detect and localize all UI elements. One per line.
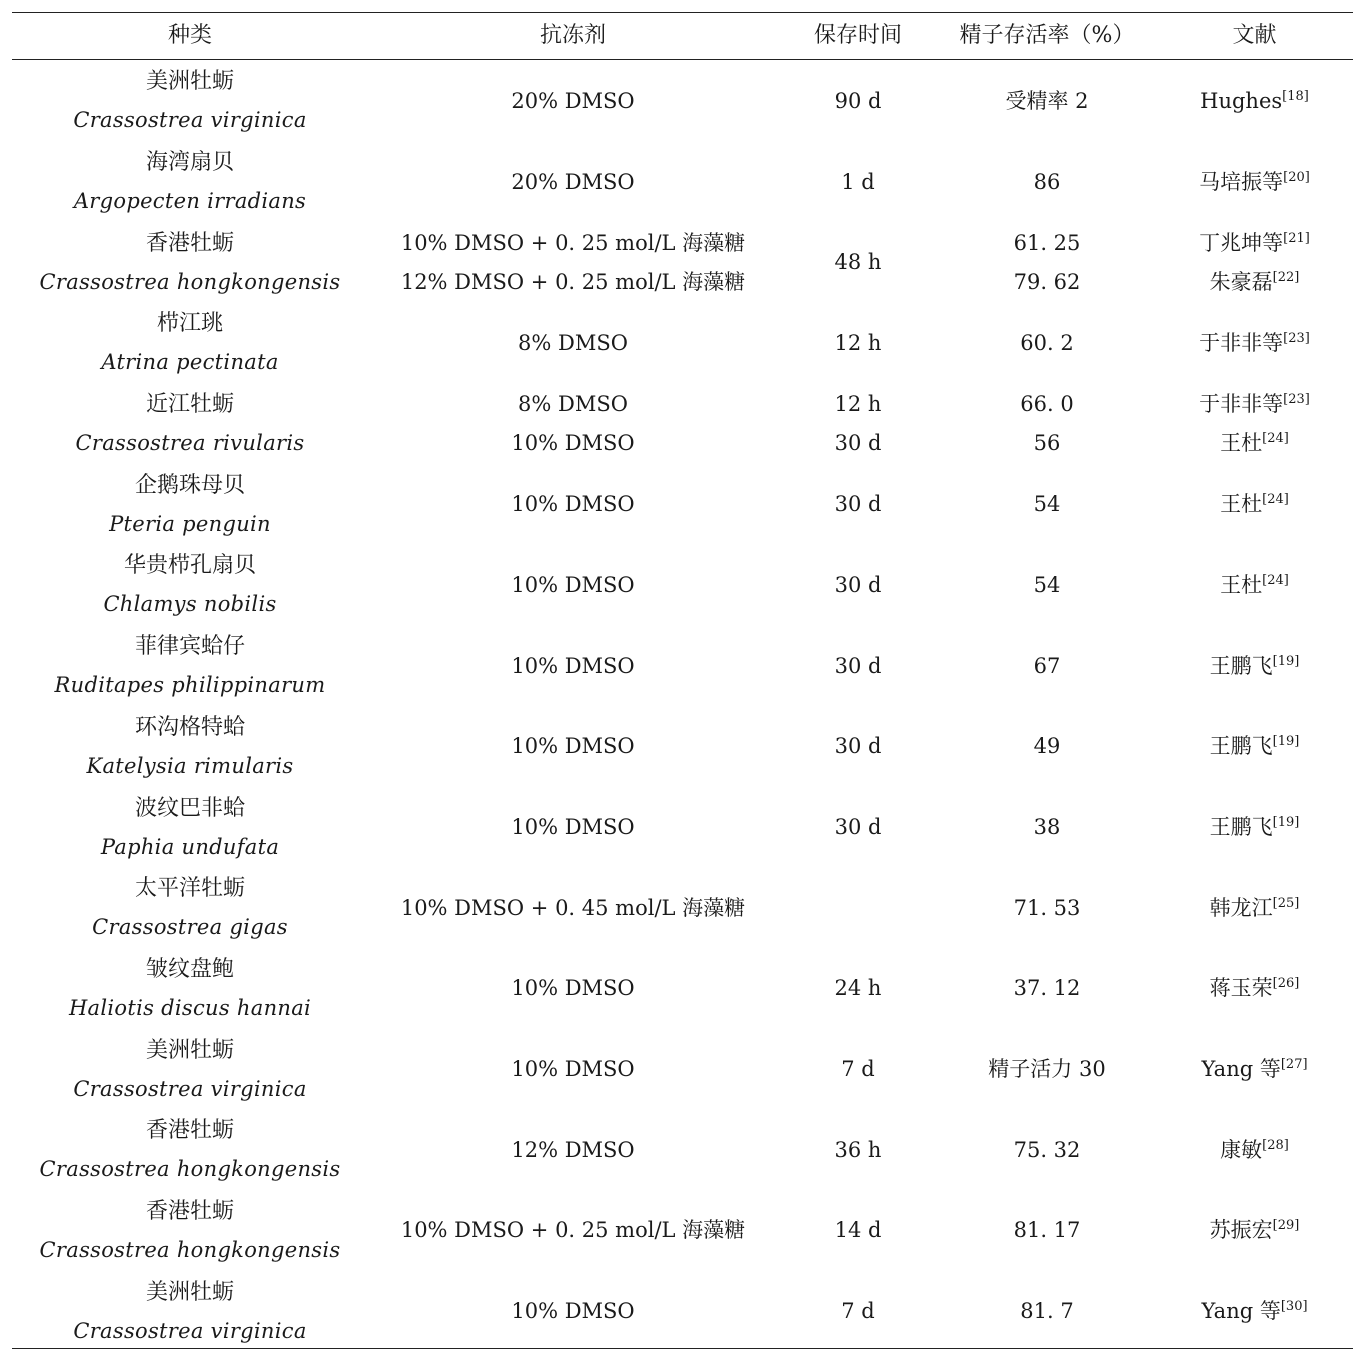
reference-citation: [19] bbox=[1272, 653, 1300, 669]
cryoprotectant-cell bbox=[368, 1191, 778, 1272]
survival-rate-cell bbox=[938, 949, 1156, 1030]
survival-rate-value: 54 bbox=[1033, 492, 1061, 517]
reference-name: 于非非等 bbox=[1199, 330, 1284, 355]
reference-value bbox=[1210, 1211, 1300, 1250]
reference-citation: [24] bbox=[1262, 431, 1289, 447]
species-latin-name: Crassostrea gigas bbox=[92, 915, 288, 940]
species-cell bbox=[12, 1191, 368, 1272]
reference-cell bbox=[1156, 868, 1353, 949]
cryoprotectant-cell bbox=[368, 384, 778, 465]
species-latin-name: Crassostrea hongkongensis bbox=[39, 1157, 341, 1182]
species-latin-name: Pteria penguin bbox=[109, 511, 271, 536]
table-row bbox=[0, 1110, 1353, 1191]
cryoprotectant-cell bbox=[368, 464, 778, 545]
survival-rate-value: 受精率 2 bbox=[1005, 88, 1089, 113]
reference-value bbox=[1220, 566, 1289, 605]
cryoprotectant-cell bbox=[368, 142, 778, 223]
cryoprotectant-value: 20% DMSO bbox=[511, 88, 635, 113]
species-cell bbox=[12, 868, 368, 949]
species-latin-name: Atrina pectinata bbox=[101, 350, 279, 375]
species-chinese-name: 太平洋牡蛎 bbox=[134, 876, 245, 902]
survival-rate-value: 79. 62 bbox=[1013, 269, 1081, 294]
reference-cell bbox=[1156, 707, 1353, 788]
species-latin-name: Crassostrea hongkongensis bbox=[39, 1237, 341, 1262]
reference-citation: [29] bbox=[1272, 1218, 1300, 1234]
reference-citation: [18] bbox=[1282, 88, 1309, 104]
table-row bbox=[0, 142, 1353, 223]
storage-time-value: 30 d bbox=[834, 653, 882, 678]
reference-name: 朱豪磊 bbox=[1209, 269, 1273, 294]
species-chinese-name: 皱纹盘鲍 bbox=[145, 956, 234, 982]
reference-value bbox=[1210, 727, 1300, 766]
species-chinese-name: 波纹巴非蛤 bbox=[134, 795, 245, 821]
survival-rate-cell bbox=[938, 707, 1156, 788]
survival-rate-cell bbox=[938, 1029, 1156, 1110]
storage-time-cell bbox=[778, 545, 938, 626]
survival-rate-cell bbox=[938, 626, 1156, 707]
survival-rate-cell bbox=[938, 1191, 1156, 1272]
table-row bbox=[0, 464, 1353, 545]
reference-value bbox=[1220, 424, 1289, 463]
storage-time-value: 30 d bbox=[834, 815, 882, 840]
species-chinese-name: 美洲牡蛎 bbox=[145, 1279, 234, 1305]
reference-name: 王鹏飞 bbox=[1209, 815, 1273, 840]
storage-time-cell bbox=[778, 1029, 938, 1110]
storage-time-cell bbox=[778, 384, 938, 465]
cryoprotectant-value: 12% DMSO + 0. 25 mol/L 海藻糖 bbox=[400, 269, 746, 294]
species-chinese-name: 菲律宾蛤仔 bbox=[134, 634, 245, 660]
species-latin-name: Argopecten irradians bbox=[73, 189, 307, 214]
storage-time-value: 1 d bbox=[841, 169, 875, 194]
species-chinese-name: 近江牡蛎 bbox=[145, 392, 234, 418]
survival-rate-value: 75. 32 bbox=[1013, 1137, 1081, 1162]
species-cell bbox=[12, 1029, 368, 1110]
species-latin-name: Haliotis discus hannai bbox=[68, 995, 312, 1020]
reference-value bbox=[1201, 1050, 1307, 1089]
storage-time-cell bbox=[778, 707, 938, 788]
header-cryoprotectant: 抗冻剂 bbox=[539, 23, 606, 48]
cryoprotectant-cell bbox=[368, 1110, 778, 1191]
table-row bbox=[0, 303, 1353, 384]
storage-time-value: 36 h bbox=[834, 1137, 882, 1162]
reference-value bbox=[1210, 263, 1300, 302]
header-storage-time: 保存时间 bbox=[813, 23, 902, 48]
species-chinese-name: 华贵栉孔扇贝 bbox=[123, 553, 256, 579]
species-chinese-name: 香港牡蛎 bbox=[145, 1118, 234, 1144]
reference-name: 苏振宏 bbox=[1209, 1218, 1273, 1243]
storage-time-cell bbox=[778, 868, 938, 949]
species-cell bbox=[12, 626, 368, 707]
survival-rate-cell bbox=[938, 787, 1156, 868]
species-latin-name: Katelysia rimularis bbox=[86, 753, 294, 778]
survival-rate-cell bbox=[938, 1271, 1156, 1352]
table-row bbox=[0, 626, 1353, 707]
storage-time-value: 90 d bbox=[834, 88, 882, 113]
species-cell bbox=[12, 303, 368, 384]
cryoprotectant-cell bbox=[368, 61, 778, 142]
survival-rate-value: 81. 17 bbox=[1013, 1218, 1081, 1243]
survival-rate-value: 61. 25 bbox=[1013, 230, 1081, 255]
survival-rate-cell bbox=[938, 61, 1156, 142]
reference-name: 韩龙江 bbox=[1209, 895, 1273, 920]
reference-citation: [22] bbox=[1272, 269, 1300, 285]
table-row bbox=[0, 949, 1353, 1030]
storage-time-value: 7 d bbox=[841, 1057, 875, 1082]
species-cell bbox=[12, 384, 368, 465]
reference-cell bbox=[1156, 1110, 1353, 1191]
table-row bbox=[0, 787, 1353, 868]
reference-value bbox=[1199, 385, 1310, 424]
reference-name: 马培振等 bbox=[1199, 169, 1284, 194]
species-cell bbox=[12, 1271, 368, 1352]
storage-time-value: 48 h bbox=[834, 250, 882, 275]
survival-rate-value: 54 bbox=[1033, 572, 1061, 597]
species-cell bbox=[12, 142, 368, 223]
reference-cell bbox=[1156, 626, 1353, 707]
reference-name: 王杜 bbox=[1220, 572, 1263, 597]
species-cell bbox=[12, 545, 368, 626]
reference-citation: [19] bbox=[1272, 815, 1300, 831]
storage-time-cell bbox=[778, 1191, 938, 1272]
cryoprotectant-value: 8% DMSO bbox=[518, 392, 628, 417]
cryoprotectant-value: 10% DMSO bbox=[511, 976, 635, 1001]
species-chinese-name: 海湾扇贝 bbox=[145, 150, 234, 176]
cryoprotectant-cell bbox=[368, 949, 778, 1030]
species-chinese-name: 香港牡蛎 bbox=[145, 1198, 234, 1224]
species-cell bbox=[12, 707, 368, 788]
reference-cell bbox=[1156, 1029, 1353, 1110]
storage-time-cell bbox=[778, 949, 938, 1030]
cryoprotectant-value: 10% DMSO bbox=[511, 1057, 635, 1082]
header-species: 种类 bbox=[167, 23, 212, 48]
reference-cell bbox=[1156, 61, 1353, 142]
reference-citation: [23] bbox=[1283, 330, 1310, 346]
species-cell bbox=[12, 61, 368, 142]
reference-citation: [24] bbox=[1262, 492, 1289, 508]
species-latin-name: Crassostrea virginica bbox=[73, 1076, 307, 1101]
cryoprotectant-cell bbox=[368, 787, 778, 868]
storage-time-value: 30 d bbox=[834, 492, 882, 517]
reference-cell bbox=[1156, 464, 1353, 545]
table-header-rule bbox=[12, 59, 1353, 60]
reference-name: 王杜 bbox=[1220, 492, 1263, 517]
reference-value bbox=[1200, 82, 1309, 121]
reference-citation: [30] bbox=[1280, 1299, 1308, 1315]
cryoprotectant-value: 10% DMSO + 0. 25 mol/L 海藻糖 bbox=[400, 230, 746, 255]
cryoprotectant-value: 10% DMSO bbox=[511, 431, 635, 456]
reference-value bbox=[1199, 324, 1310, 363]
reference-name: 蒋玉荣 bbox=[1209, 976, 1273, 1001]
storage-time-cell bbox=[778, 787, 938, 868]
reference-citation: [21] bbox=[1283, 230, 1310, 246]
cryoprotectant-cell bbox=[368, 222, 778, 303]
table-body bbox=[0, 61, 1353, 1352]
table-row bbox=[0, 545, 1353, 626]
cryoprotectant-value: 10% DMSO + 0. 45 mol/L 海藻糖 bbox=[400, 895, 746, 920]
storage-time-value: 14 d bbox=[834, 1218, 882, 1243]
survival-rate-value: 49 bbox=[1033, 734, 1061, 759]
species-chinese-name: 栉江珧 bbox=[156, 311, 223, 337]
cryoprotectant-value: 20% DMSO bbox=[511, 169, 635, 194]
cryoprotectant-cell bbox=[368, 868, 778, 949]
species-chinese-name: 企鹅珠母贝 bbox=[134, 472, 245, 498]
reference-name: 于非非等 bbox=[1199, 392, 1284, 417]
species-cell bbox=[12, 787, 368, 868]
storage-time-cell bbox=[778, 303, 938, 384]
survival-rate-cell bbox=[938, 384, 1156, 465]
cryoprotectant-cell bbox=[368, 1271, 778, 1352]
survival-rate-cell bbox=[938, 545, 1156, 626]
table-row bbox=[0, 384, 1353, 465]
cryoprotectant-value: 8% DMSO bbox=[518, 330, 628, 355]
table-row bbox=[0, 1029, 1353, 1110]
survival-rate-cell bbox=[938, 303, 1156, 384]
storage-time-cell bbox=[778, 626, 938, 707]
storage-time-value: 12 h bbox=[834, 330, 882, 355]
reference-value bbox=[1201, 1292, 1307, 1331]
species-chinese-name: 香港牡蛎 bbox=[145, 230, 234, 256]
survival-rate-value: 56 bbox=[1033, 431, 1061, 456]
storage-time-value: 12 h bbox=[834, 392, 882, 417]
cryoprotectant-value: 10% DMSO bbox=[511, 572, 635, 597]
reference-name: 王鹏飞 bbox=[1209, 734, 1273, 759]
species-latin-name: Crassostrea virginica bbox=[73, 1318, 307, 1343]
table-row bbox=[0, 707, 1353, 788]
survival-rate-value: 66. 0 bbox=[1020, 392, 1074, 417]
reference-citation: [28] bbox=[1262, 1137, 1289, 1153]
survival-rate-value: 81. 7 bbox=[1020, 1299, 1074, 1324]
storage-time-cell bbox=[778, 464, 938, 545]
cryoprotectant-value: 10% DMSO + 0. 25 mol/L 海藻糖 bbox=[400, 1218, 746, 1243]
reference-value bbox=[1210, 969, 1300, 1008]
storage-time-value: 30 d bbox=[834, 734, 882, 759]
storage-time-cell bbox=[778, 142, 938, 223]
reference-cell bbox=[1156, 303, 1353, 384]
cryoprotectant-cell bbox=[368, 303, 778, 384]
reference-cell bbox=[1156, 545, 1353, 626]
reference-cell bbox=[1156, 384, 1353, 465]
reference-citation: [24] bbox=[1262, 572, 1289, 588]
reference-citation: [27] bbox=[1280, 1057, 1308, 1073]
species-chinese-name: 美洲牡蛎 bbox=[145, 69, 234, 95]
cryoprotectant-value: 10% DMSO bbox=[511, 653, 635, 678]
species-cell bbox=[12, 1110, 368, 1191]
survival-rate-value: 60. 2 bbox=[1020, 330, 1074, 355]
reference-cell bbox=[1156, 142, 1353, 223]
cryoprotectant-cell bbox=[368, 545, 778, 626]
reference-name: 王鹏飞 bbox=[1209, 653, 1273, 678]
storage-time-value: 30 d bbox=[834, 572, 882, 597]
reference-cell bbox=[1156, 949, 1353, 1030]
survival-rate-cell bbox=[938, 868, 1156, 949]
species-latin-name: Ruditapes philippinarum bbox=[54, 673, 326, 698]
reference-name: Hughes bbox=[1200, 88, 1283, 113]
storage-time-cell bbox=[778, 1271, 938, 1352]
survival-rate-value: 精子活力 30 bbox=[988, 1057, 1106, 1082]
reference-citation: [25] bbox=[1272, 895, 1300, 911]
species-latin-name: Crassostrea hongkongensis bbox=[39, 269, 341, 294]
species-latin-name: Crassostrea rivularis bbox=[75, 431, 305, 456]
cryoprotectant-cell bbox=[368, 626, 778, 707]
reference-citation: [19] bbox=[1272, 734, 1300, 750]
reference-name: Yang 等 bbox=[1201, 1057, 1281, 1082]
cryoprotectant-value: 10% DMSO bbox=[511, 492, 635, 517]
table-row bbox=[0, 868, 1353, 949]
cryoprotectant-value: 10% DMSO bbox=[511, 1299, 635, 1324]
reference-name: Yang 等 bbox=[1201, 1299, 1281, 1324]
cryoprotectant-value: 10% DMSO bbox=[511, 734, 635, 759]
survival-rate-cell bbox=[938, 222, 1156, 303]
survival-rate-value: 86 bbox=[1033, 169, 1061, 194]
table-row bbox=[0, 61, 1353, 142]
species-chinese-name: 环沟格特蛤 bbox=[134, 714, 245, 740]
reference-citation: [20] bbox=[1283, 169, 1310, 185]
species-chinese-name: 美洲牡蛎 bbox=[145, 1037, 234, 1063]
species-latin-name: Chlamys nobilis bbox=[103, 592, 277, 617]
storage-time-value: 24 h bbox=[834, 976, 882, 1001]
survival-rate-cell bbox=[938, 142, 1156, 223]
storage-time-cell bbox=[778, 222, 938, 303]
reference-value bbox=[1199, 163, 1310, 202]
storage-time-value: 30 d bbox=[834, 431, 882, 456]
reference-cell bbox=[1156, 1271, 1353, 1352]
cryoprotectant-cell bbox=[368, 1029, 778, 1110]
reference-value bbox=[1210, 808, 1300, 847]
survival-rate-value: 67 bbox=[1033, 653, 1061, 678]
table-row bbox=[0, 1271, 1353, 1352]
species-latin-name: Crassostrea virginica bbox=[73, 108, 307, 133]
storage-time-value: 7 d bbox=[841, 1299, 875, 1324]
reference-citation: [23] bbox=[1283, 392, 1310, 408]
reference-name: 康敏 bbox=[1220, 1137, 1263, 1162]
header-survival-rate: 精子存活率（%） bbox=[959, 23, 1135, 48]
species-cell bbox=[12, 464, 368, 545]
cryoprotectant-cell bbox=[368, 707, 778, 788]
table-header bbox=[0, 12, 1353, 59]
storage-time-cell bbox=[778, 1110, 938, 1191]
survival-rate-cell bbox=[938, 1110, 1156, 1191]
cryoprotectant-value: 10% DMSO bbox=[511, 815, 635, 840]
table-row bbox=[0, 1191, 1353, 1272]
reference-citation: [26] bbox=[1272, 976, 1300, 992]
reference-value bbox=[1220, 1131, 1289, 1170]
reference-value bbox=[1199, 224, 1310, 263]
species-cell bbox=[12, 949, 368, 1030]
reference-cell bbox=[1156, 787, 1353, 868]
species-cell bbox=[12, 222, 368, 303]
cryoprotectant-value: 12% DMSO bbox=[511, 1137, 635, 1162]
reference-value bbox=[1210, 647, 1300, 686]
reference-cell bbox=[1156, 222, 1353, 303]
species-latin-name: Paphia undufata bbox=[100, 834, 280, 859]
header-reference: 文献 bbox=[1232, 23, 1277, 48]
survival-rate-value: 37. 12 bbox=[1013, 976, 1081, 1001]
table-row bbox=[0, 222, 1353, 303]
reference-value bbox=[1210, 889, 1300, 928]
survival-rate-cell bbox=[938, 464, 1156, 545]
storage-time-cell bbox=[778, 61, 938, 142]
reference-name: 王杜 bbox=[1220, 431, 1263, 456]
survival-rate-value: 71. 53 bbox=[1013, 895, 1081, 920]
reference-name: 丁兆坤等 bbox=[1199, 230, 1284, 255]
reference-value bbox=[1220, 485, 1289, 524]
reference-cell bbox=[1156, 1191, 1353, 1272]
survival-rate-value: 38 bbox=[1033, 815, 1061, 840]
